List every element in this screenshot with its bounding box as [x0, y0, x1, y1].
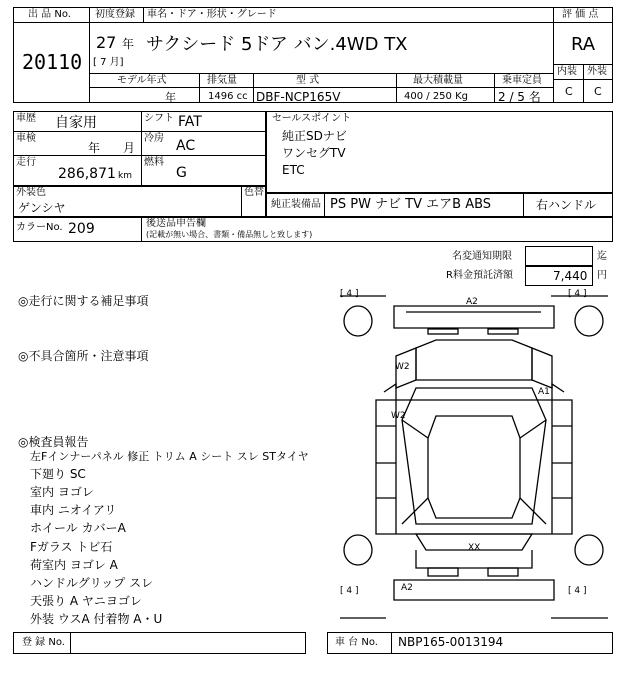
- inspector-line: 車内 ニオイアリ: [30, 503, 117, 517]
- fuel-label: 燃料: [144, 157, 164, 168]
- damage-mark: XX: [468, 543, 481, 553]
- mileage-unit: km: [118, 171, 132, 181]
- driving-remarks-label: ◎走行に関する補足事項: [18, 294, 149, 308]
- history: 自家用: [55, 115, 97, 131]
- history-label: 車歴: [16, 113, 36, 124]
- first-registration-label: 初度登録: [95, 9, 135, 20]
- vehicle-type: DBF-NCP165V: [256, 90, 341, 104]
- grade-label: 評 価 点: [562, 9, 599, 20]
- type-label: 型 式: [296, 75, 320, 86]
- displacement: 1496 cc: [208, 91, 248, 102]
- equipment-label: 純正装備品: [271, 199, 321, 210]
- chassis-number: NBP165-0013194: [398, 635, 504, 649]
- mileage: 286,871: [58, 166, 116, 182]
- shift-label: シフト: [144, 113, 174, 124]
- color-label: 外装色: [16, 187, 46, 198]
- documents-note: (記載が無い場合、書類・備品無しと致します): [146, 230, 313, 239]
- exterior-label: 外装: [587, 66, 607, 77]
- steering: 右ハンドル: [536, 198, 597, 212]
- tire-front-right-count: [ 4 ]: [568, 289, 587, 299]
- sales-point-3: ETC: [282, 163, 305, 177]
- color-number-label: カラーNo.: [16, 222, 63, 233]
- lot-number: 20110: [22, 50, 83, 74]
- inspector-report-label: ◎検査員報告: [18, 435, 89, 449]
- damage-mark: A1: [538, 387, 550, 397]
- color-number: 209: [68, 221, 95, 237]
- shift: FAT: [178, 114, 202, 130]
- color-change-label: 色替: [244, 187, 264, 198]
- name-change-deadline-box: [525, 246, 593, 266]
- damage-mark: A2: [466, 297, 478, 307]
- documents-label: 後送品申告欄: [146, 218, 206, 229]
- inspection-label: 車検: [16, 133, 36, 144]
- model-year-label: モデル年式: [117, 75, 167, 86]
- sales-point-2: ワンセグTV: [282, 146, 346, 160]
- registration-month: [ 7 月]: [93, 57, 124, 68]
- tire-front-left-count: [ 4 ]: [340, 289, 359, 299]
- model-year-unit: 年: [165, 91, 176, 104]
- recycle-fee: 7,440: [553, 269, 588, 283]
- capacity-label: 乗車定員: [502, 75, 542, 86]
- damage-mark: W2: [391, 411, 406, 421]
- defects-label: ◎不具合箇所・注意事項: [18, 349, 149, 363]
- details-box: [13, 111, 266, 186]
- sales-points-label: セールスポイント: [272, 113, 352, 124]
- model-header-label: 車名・ドア・形状・グレード: [147, 9, 277, 20]
- equipment: PS PW ナビ TV エアB ABS: [330, 197, 492, 212]
- inspector-line: ホイール カバーA: [30, 521, 126, 535]
- damage-mark: W2: [395, 362, 410, 372]
- inspector-line: 下廻り SC: [30, 467, 86, 481]
- deadline-unit: 迄: [597, 251, 607, 262]
- registration-year-unit: 年: [122, 37, 135, 51]
- lot-number-label: 出 品 No.: [28, 9, 71, 20]
- tire-rear-right-count: [ 4 ]: [568, 586, 587, 596]
- inspector-line: 荷室内 ヨゴレ A: [30, 558, 118, 572]
- inspector-line: ハンドルグリップ スレ: [30, 576, 154, 590]
- exterior-grade: C: [594, 85, 602, 98]
- color-number-box: [13, 217, 613, 242]
- inspector-line: Fガラス トビ石: [30, 540, 113, 554]
- fuel: G: [176, 165, 187, 181]
- inspection-month-unit: 月: [123, 141, 136, 155]
- damage-mark: A2: [401, 583, 413, 593]
- inspection-year-unit: 年: [88, 141, 101, 155]
- mileage-label: 走行: [16, 157, 36, 168]
- sales-point-1: 純正SDナビ: [282, 129, 347, 143]
- vehicle-damage-diagram: [336, 288, 612, 626]
- recycle-fee-label: R料金預託済額: [446, 270, 513, 281]
- exterior-color: ゲンシヤ: [18, 201, 66, 215]
- inspector-line: 左Fインナーパネル 修正 トリム A シート スレ STタイヤ: [30, 450, 309, 463]
- chassis-number-label: 車 台 No.: [335, 637, 378, 648]
- interior-grade: C: [565, 85, 573, 98]
- registration-number-label: 登 録 No.: [22, 637, 65, 648]
- capacity: 2 / 5 名: [498, 90, 541, 104]
- max-load: 400 / 250 Kg: [404, 91, 468, 102]
- ac: AC: [176, 138, 196, 154]
- displacement-label: 排気量: [207, 75, 237, 86]
- inspector-line: 外装 ウスA 付着物 A・U: [30, 612, 163, 626]
- interior-label: 内装: [557, 66, 577, 77]
- recycle-fee-unit: 円: [597, 270, 607, 281]
- car-name: サクシード 5ドア バン.4WD TX: [146, 34, 408, 55]
- inspector-line: 天張り A ヤニヨゴレ: [30, 594, 142, 608]
- inspector-line: 室内 ヨゴレ: [30, 485, 94, 499]
- ac-label: 冷房: [144, 133, 164, 144]
- max-load-label: 最大積載量: [413, 75, 463, 86]
- tire-rear-left-count: [ 4 ]: [340, 586, 359, 596]
- registration-year: 27: [96, 33, 117, 52]
- overall-grade: RA: [571, 34, 596, 55]
- name-change-deadline-label: 名変通知期限: [452, 251, 512, 262]
